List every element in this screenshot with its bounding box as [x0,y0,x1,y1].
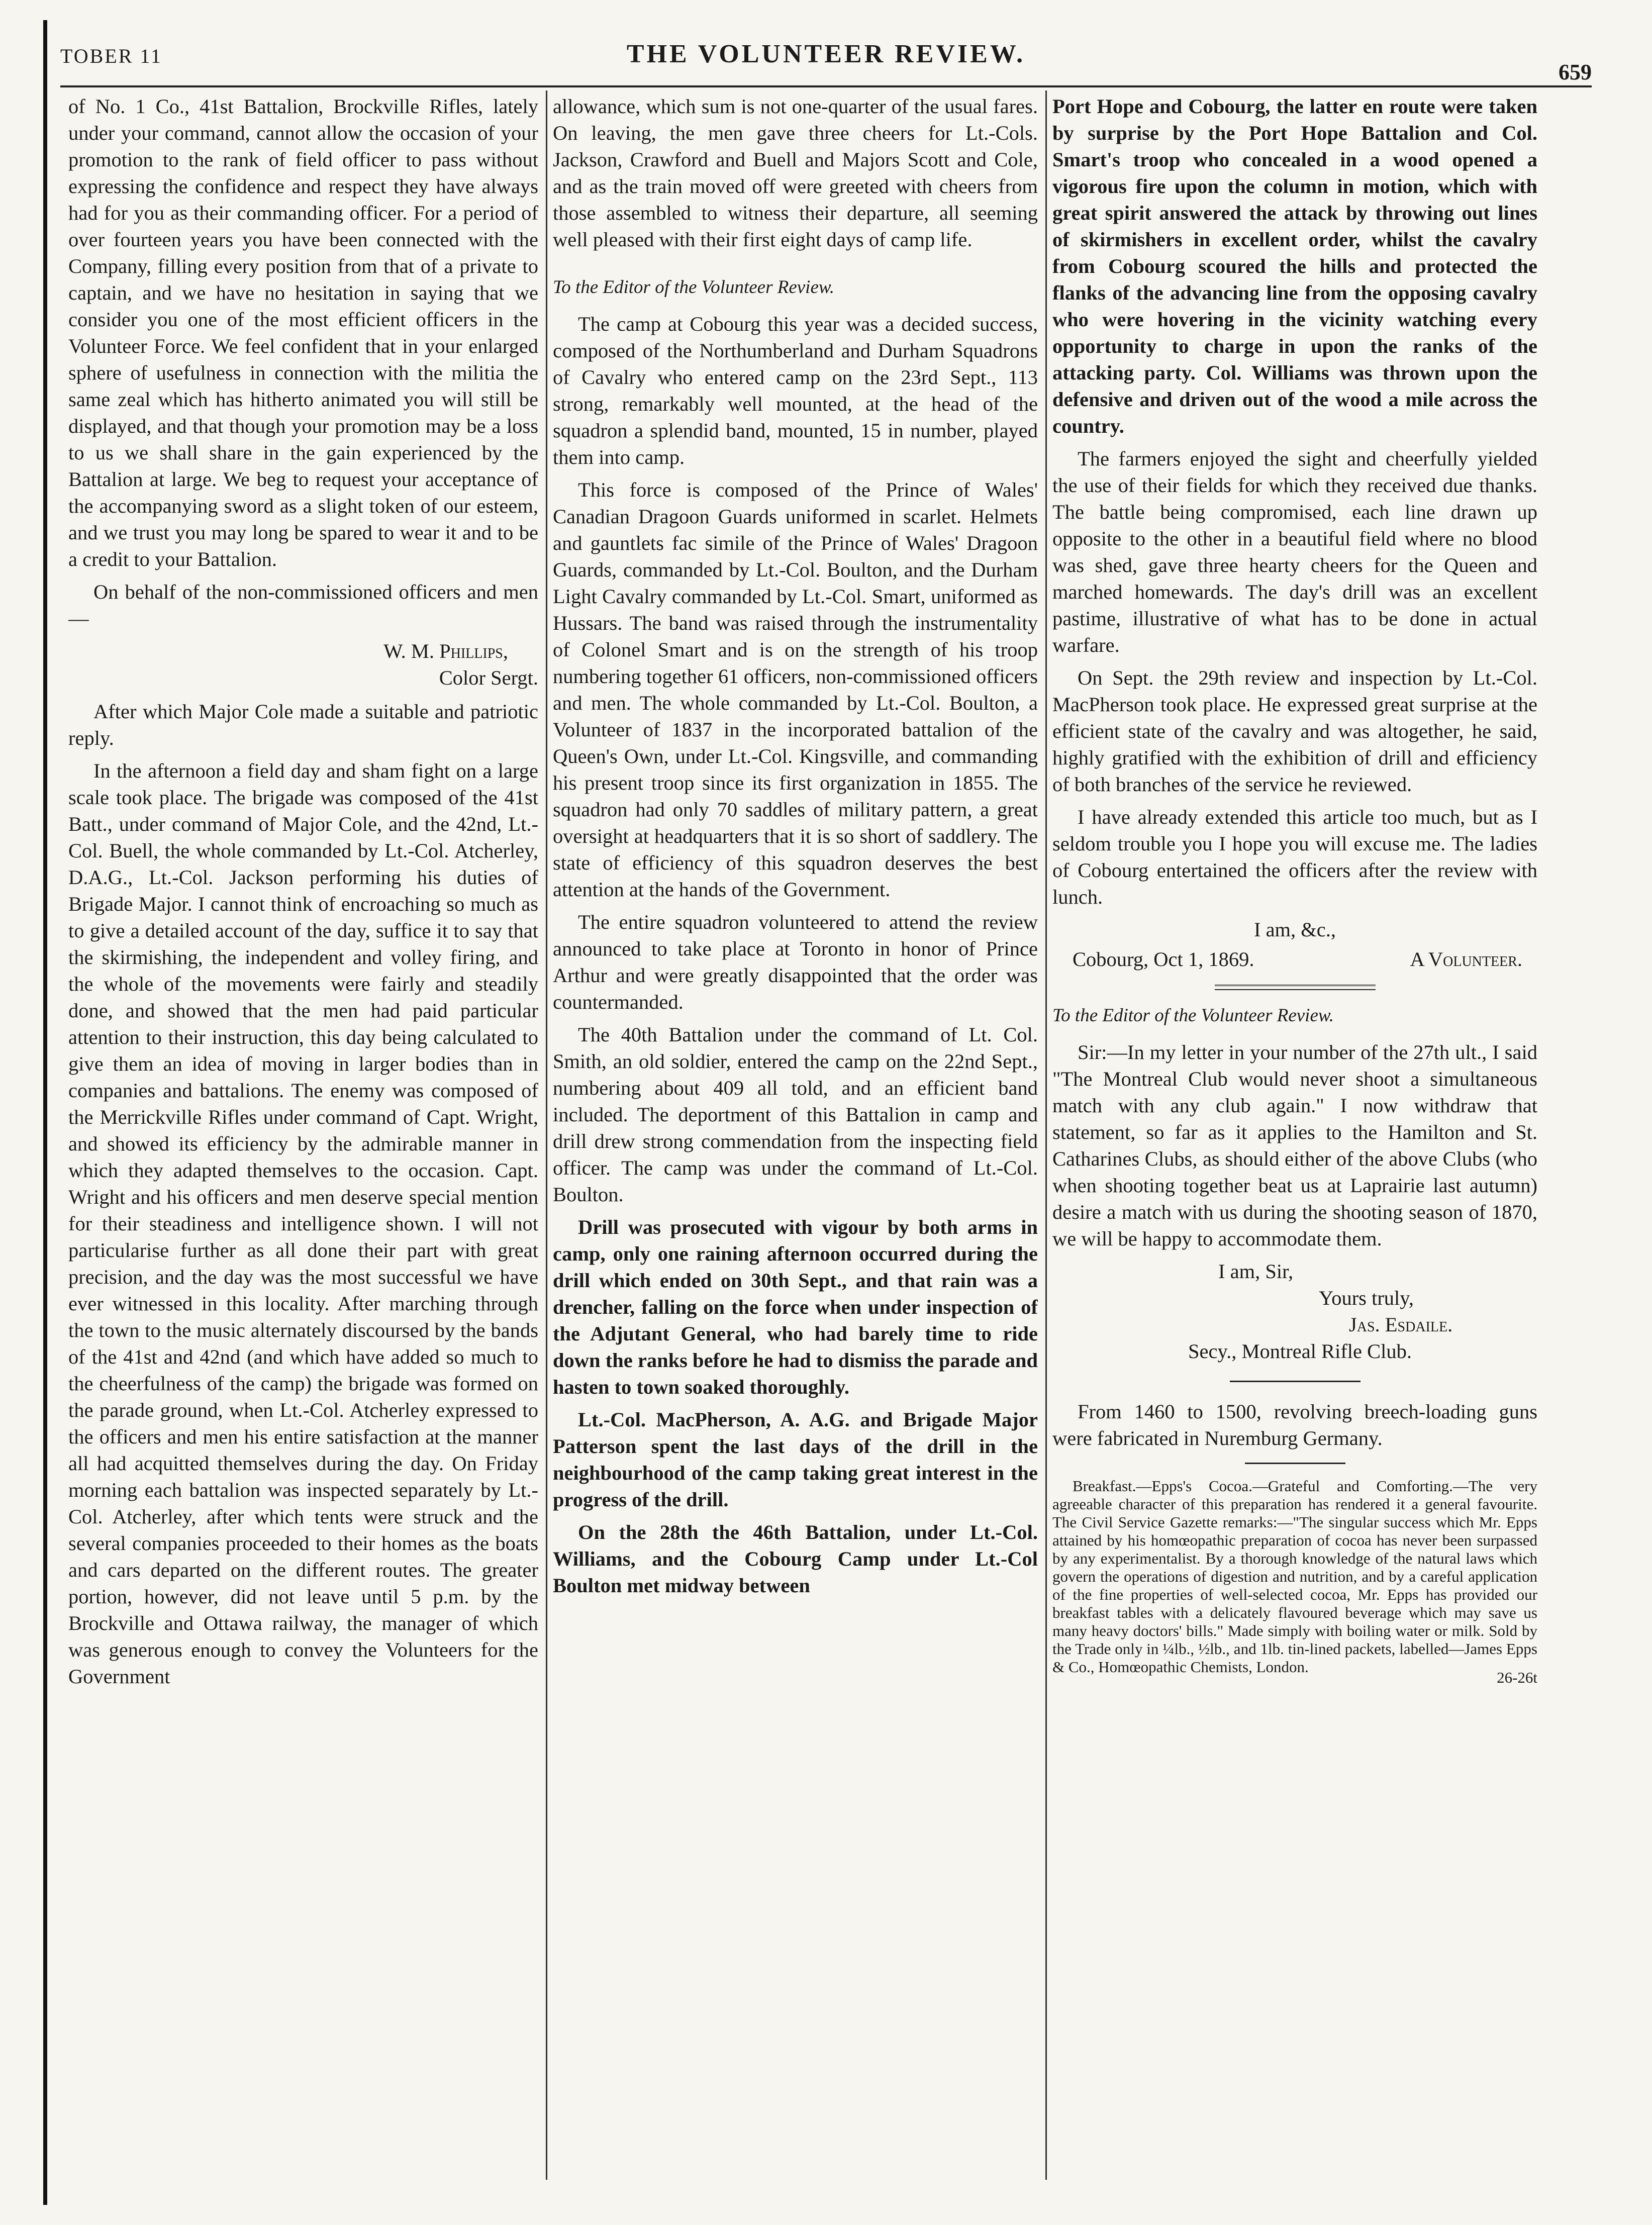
advertisement: Breakfast.—Epps's Cocoa.—Grateful and Comforting.—The very agreeable character of this preparation has rendered it a general favourite. The Civil Service Gazette remarks:—"The singular success which Mr. Epps attained by his homœopathic preparation of cocoa has never been surpassed by any experimentalist. By a thorough knowledge of the natural laws which govern the operations of digestion and nutrition, and by a careful application of the fine properties of well-selected cocoa, Mr. Epps has provided our breakfast tables with a delicately flavoured beverage which may save us many heavy doctors' bills." Made simply with boiling water or milk. Sold by the Trade only in ¼lb., ½lb., and 1lb. tin-lined packets, labelled—James Epps & Co., Homœopathic Chemists, London. [1052,1477,1537,1676]
signature-line [1052,946,1537,973]
signature-name: Jas. Esdaile. [1349,1313,1453,1336]
article-paragraph: In the afternoon a field day and sham fight on a large scale took place. The brigade was composed of the 41st Batt., under command of Major Cole, and the 42nd, Lt.-Col. Buell, the whole commanded by Lt.-Col. Atcherley, D.A.G., Lt.-Col. Jackson performing his duties of Brigade Major. I cannot think of encroaching so much as to give a detailed account of the day, suffice it to say that the skirmishing, the independent and volley firing, and the whole of the movements were fairly and steadily done, and showed that the men had paid particular attention to their instruction, this day being calculated to give them an idea of moving in larger bodies than in companies and battalions. The enemy was composed of the Merrickville Rifles under command of Capt. Wright, and showed its efficiency by the admirable manner in which they adapted themselves to the occasion. Capt. Wright and his officers and men deserve special mention for their steadiness and intelligence shown. I will not particularise further as all done their part with great precision, and the day was the most successful we have ever witnessed in this locality. After marching through the town to the music alternately discoursed by the bands of the 41st and 42nd (and which have added so much to the cheerfulness of the camp) the brigade was formed on the parade ground, when Lt.-Col. Atcherley expressed to the officers and men his entire satisfaction at the manner all had acquitted themselves during the day. On Friday morning each battalion was inspected separately by Lt.-Col. Atcherley, after which tents were struck and the several companies proceeded to their homes as the boats and cars departed on the different routes. The greater portion, however, did not leave until 5 p.m. by the Brockville and Ottawa railway, the manager of which was generous enough to convey the Volunteers for the Government [68,759,538,1688]
letter-paragraph: On Sept. the 29th review and inspection by Lt.-Col. MacPherson took place. He expressed great surprise at the efficient state of the cavalry and was altogether, he said, highly gratified with the exhibition of drill and efficiency of both branches of the service he reviewed. [1052,666,1537,796]
letter-paragraph: The 40th Battalion under the command of Lt. Col. Smith, an old soldier, entered the camp on the 22nd Sept., numbering about 409 all told, and an efficient band included. The deportment of this Battalion in camp and drill drew strong commendation from the inspecting field officer. The camp was under the command of Lt.-Col. Boulton. [553,1023,1038,1206]
letter-paragraph: Sir:—In my letter in your number of the 27th ult., I said "The Montreal Club would never shoot a simultaneous match with any club again." I now withdraw that statement, so far as it applies to the Hamilton and St. Catharines Clubs, as should either of the above Clubs (who when shooting together beat us at Laprairie last autumn) desire a match with us during the shooting season of 1870, we will be happy to accommodate them. [1052,1041,1537,1250]
letter-paragraph: Lt.-Col. MacPherson, A. A.G. and Brigade Major Patterson spent the last days of the drill in the neighbourhood of the camp taking great interest in the progress of the drill. [553,1408,1038,1511]
page-number: 659 [1559,60,1592,84]
letter-paragraph: The camp at Cobourg this year was a decided success, composed of the Northumberland and Durham Squadrons of Cavalry who entered camp on the 23rd Sept., 113 strong, remarkably well mounted, at the head of the squadron a splendid band, mounted, 15 in number, played them into camp. [553,313,1038,468]
running-head [60,35,1592,85]
column-rule [1045,90,1047,2180]
column-rule [546,90,547,2180]
signature-name: A Volunteer. [1410,948,1522,971]
advertisement-code: 26-26t [1497,1669,1537,1686]
signature-title: Color Sergt. [439,666,538,689]
header-rule [60,85,1592,87]
column-2 [553,93,1038,2194]
letter-paragraph: On the 28th the 46th Battalion, under Lt.-Col. Williams, and the Cobourg Camp under Lt.-Col Boulton met midway between [553,1521,1038,1597]
section-divider [1245,1463,1345,1464]
publication-title: THE VOLUNTEER REVIEW. [626,40,1026,68]
letter-heading: To the Editor of the Volunteer Review. [1052,1005,1334,1026]
letter-paragraph: Port Hope and Cobourg, the latter en route were taken by surprise by the Port Hope Battalion and Col. Smart's troop who concealed in a wood opened a vigorous fire upon the column in motion, which with great spirit answered the attack by throwing out lines of skirmishers in excellent order, whilst the cavalry from Cobourg scoured the hills and protected the flanks of the advancing line from the opposing cavalry who were hovering in the vicinity watching every opportunity to charge in upon the ranks of the attacking party. Col. Williams was thrown upon the defensive and driven out of the wood a mile across the country. [1052,95,1537,437]
signature-name: W. M. Phillips, [383,640,508,662]
article-paragraph: After which Major Cole made a suitable and patriotic reply. [68,700,538,749]
news-item: From 1460 to 1500, revolving breech-loading guns were fabricated in Nuremburg Germany. [1052,1400,1537,1449]
letter-heading: To the Editor of the Volunteer Review. [553,277,835,298]
letter-paragraph: Drill was prosecuted with vigour by both arms in camp, only one raining afternoon occurred during the drill which ended on 30th Sept., and that rain was a drencher, falling on the force when under inspection of the Adjutant General, who had barely time to ride down the ranks before he had to dismiss the parade and hasten to town soaked thoroughly. [553,1216,1038,1398]
address-paragraph: of No. 1 Co., 41st Battalion, Brockville Rifles, lately under your command, cannot allow the occasion of your promotion to the rank of field officer to pass without expressing the confidence and respect they have always had for you as their commanding officer. For a period of over fourteen years you have been connected with the Company, filling every position from that of a private to captain, and we have no hesitation in saying that we consider you one of the most efficient officers in the Volunteer Force. We feel confident that in your enlarged sphere of usefulness in connection with the militia the same zeal which has hitherto animated you will still be displayed, and that though your promotion may be a loss to us we shall share in the gain experienced by the Battalion at large. We beg to request your acceptance of the accompanying sword as a slight token of our esteem, and we trust you may long be spared to wear it and to be a credit to your Battalion. [68,95,538,570]
address-paragraph: On behalf of the non-commissioned officers and men— [68,581,538,630]
letter-paragraph: I have already extended this article too much, but as I seldom trouble you I hope you will excuse me. The ladies of Cobourg entertained the officers after the review with lunch. [1052,806,1537,908]
letter-paragraph: The entire squadron volunteered to attend the review announced to take place at Toronto in honor of Prince Arthur and were greatly disappointed that the order was countermanded. [553,911,1038,1013]
signature-title: Secy., Montreal Rifle Club. [1188,1340,1412,1363]
column-1 [68,93,538,2194]
letter-paragraph: The farmers enjoyed the sight and cheerfully yielded the use of their fields for which they received due thanks. The battle being compromised, each line drawn up opposite to the other in a beautiful field where no blood was shed, gave three hearty cheers for the Queen and marched homewards. The day's drill was an excellent pastime, illustrative of what has to be done in actual warfare. [1052,447,1537,656]
binding-edge [43,20,47,2205]
issue-date: TOBER 11 [60,45,162,67]
section-divider [1215,985,1376,990]
article-paragraph: allowance, which sum is not one-quarter of the usual fares. On leaving, the men gave three cheers for Lt.-Cols. Jackson, Crawford and Buell and Majors Scott and Cole, and as the train moved off were greeted with cheers from those assembled to witness their departure, all seeming well pleased with their first eight days of camp life. [553,95,1038,251]
column-3 [1052,93,1537,2194]
letter-closing: I am, Sir, [1218,1260,1294,1283]
letter-closing: Yours truly, [1319,1287,1414,1309]
section-divider [1230,1381,1361,1382]
place-date: Cobourg, Oct 1, 1869. [1073,948,1254,971]
letter-paragraph: This force is composed of the Prince of Wales' Canadian Dragoon Guards uniformed in scarlet. Helmets and gauntlets fac simile of the Prince of Wales' Dragoon Guards, commanded by Lt.-Col. Boulton, and the Durham Light Cavalry commanded by Lt.-Col. Smart, uniformed as Hussars. The band was raised through the instrumentality of Colonel Smart and is on the strength of his troop numbering together 61 officers, non-commissioned officers and men. The whole commanded by Lt.-Col. Boulton, a Volunteer of 1837 in the incorporated battalion of the Queen's Own, under Lt.-Col. Kingsville, and commanding his present troop since its first organization in 1855. The squadron had only 70 saddles of military pattern, a great oversight at headquarters that it is so short of saddlery. The state of efficiency of this squadron deserves the best attention at the hands of the Government. [553,478,1038,901]
letter-closing: I am, &c., [1253,918,1336,941]
